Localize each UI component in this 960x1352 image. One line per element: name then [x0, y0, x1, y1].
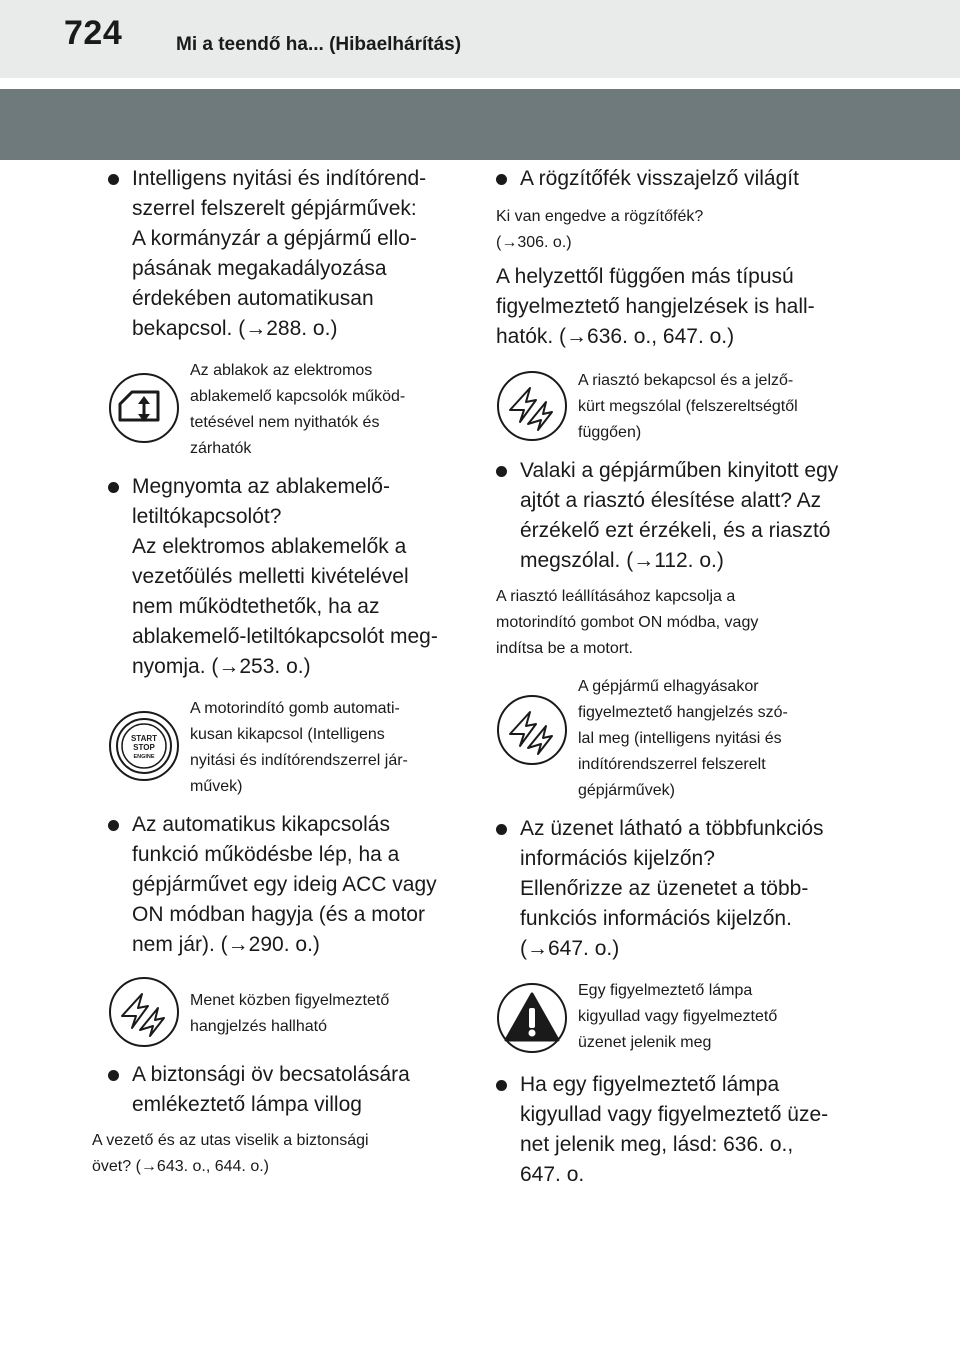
notice-line: függően) — [578, 424, 642, 441]
other-buzzers-paragraph — [496, 262, 854, 352]
bullet-mid-message — [496, 814, 854, 964]
engine-notice — [108, 696, 465, 800]
driving-buzzer-notice — [108, 988, 465, 1040]
note-line: (→306. o.) — [496, 234, 572, 251]
notice-line: Az ablakok az elektromos — [190, 362, 373, 379]
notice-line: A riasztó bekapcsol és a jelző- — [578, 372, 794, 389]
bullet-dot — [496, 466, 507, 477]
bullet-dot — [108, 1070, 119, 1081]
bullet-line: Ellenőrizze az üzenetet a több- — [520, 877, 809, 900]
notice-line: gépjárművek) — [578, 782, 675, 799]
bullet-line: A biztonsági öv becsatolására — [132, 1063, 410, 1086]
notice-line: kürt megszólal (felszereltségtől — [578, 398, 798, 415]
bullet-dot — [108, 482, 119, 493]
bullet-line: ajtót a riasztó élesítése alatt? Az — [520, 489, 822, 512]
bullet-line: nyomja. (→253. o.) — [132, 655, 311, 678]
start-label: START — [130, 734, 158, 743]
bullet-line: információs kijelzőn? — [520, 847, 715, 870]
notice-line: A motorindító gomb automati- — [190, 700, 400, 717]
note-line: motorindító gombot ON módba, vagy — [496, 614, 759, 631]
note-line: A vezető és az utas viselik a biztonsági — [92, 1132, 369, 1149]
bullet-line: szerrel felszerelt gépjárművek: — [132, 197, 417, 220]
right-column — [496, 160, 854, 1190]
notice-line: zárhatók — [190, 440, 252, 457]
buzzer-icon — [496, 694, 568, 766]
bullet-steering-lock — [108, 164, 465, 344]
notice-line: lal meg (intelligens nyitási és — [578, 730, 782, 747]
bullet-dot — [108, 174, 119, 185]
stop-label: STOP — [133, 743, 155, 752]
buzzer-icon — [496, 370, 568, 442]
bullet-auto-off — [108, 810, 465, 960]
alarm-notice — [496, 368, 854, 446]
bullet-line: 647. o. — [520, 1163, 585, 1186]
bullet-line: ON módban hagyja (és a motor — [132, 903, 425, 926]
page-title: Mi a teendő ha... (Hibaelhárítás) — [176, 34, 462, 55]
bullet-seatbelt — [108, 1060, 465, 1120]
header-band — [0, 89, 960, 160]
bullet-line: Intelligens nyitási és indítórend- — [132, 167, 427, 190]
bullet-alarm-door — [496, 456, 854, 576]
bullet-line: A rögzítőfék visszajelző világít — [520, 167, 799, 190]
note-line: Ki van engedve a rögzítőfék? — [496, 208, 704, 225]
note-line: A riasztó leállításához kapcsolja a — [496, 588, 736, 605]
para-line: hatók. (→636. o., 647. o.) — [496, 325, 735, 348]
engine-label: ENGINE — [133, 754, 155, 760]
bullet-line: érzékelő ezt érzékeli, és a riasztó — [520, 519, 831, 542]
notice-line: hangjelzés hallható — [190, 1018, 327, 1035]
start-stop-engine-icon — [108, 710, 180, 782]
window-notice — [108, 358, 465, 462]
bullet-line: net jelenik meg, lásd: 636. o., — [520, 1133, 794, 1156]
bullet-line: érdekében automatikusan — [132, 287, 374, 310]
notice-line: nyitási és indítórendszerrel jár- — [190, 752, 408, 769]
notice-line: ablakemelő kapcsolók működ- — [190, 388, 406, 405]
bullet-line: letiltókapcsolót? — [132, 505, 282, 528]
bullet-line: megszólal. (→112. o.) — [520, 549, 724, 572]
para-line: figyelmeztető hangjelzések is hall- — [496, 295, 815, 318]
bullet-window-lock — [108, 472, 465, 682]
bullet-line: nem működtethetők, ha az — [132, 595, 380, 618]
notice-line: üzenet jelenik meg — [578, 1034, 712, 1051]
header-strip — [0, 0, 960, 78]
bullet-line: (→647. o.) — [520, 937, 620, 960]
notice-line: Egy figyelmeztető lámpa — [578, 982, 753, 999]
notice-line: kusan kikapcsol (Intelligens — [190, 726, 385, 743]
bullet-line: kigyullad vagy figyelmeztető üze- — [520, 1103, 829, 1126]
page-number: 724 — [64, 14, 123, 52]
bullet-line: nem jár). (→290. o.) — [132, 933, 320, 956]
notice-line: művek) — [190, 778, 243, 795]
bullet-dot — [496, 824, 507, 835]
notice-line: figyelmeztető hangjelzés szó- — [578, 704, 788, 721]
bullet-line: Valaki a gépjárműben kinyitott egy — [520, 459, 839, 482]
bullet-line: emlékeztető lámpa villog — [132, 1093, 362, 1116]
bullet-warning-light — [496, 1070, 854, 1190]
bullet-line: funkció működésbe lép, ha a — [132, 843, 400, 866]
bullet-line: A kormányzár a gépjármű ello- — [132, 227, 417, 250]
bullet-line: Az elektromos ablakemelők a — [132, 535, 407, 558]
bullet-line: Az automatikus kikapcsolás — [132, 813, 390, 836]
note-line: indítsa be a motort. — [496, 640, 633, 657]
notice-line: tetésével nem nyithatók és — [190, 414, 380, 431]
bullet-dot — [108, 820, 119, 831]
bullet-line: ablakemelő-letiltókapcsolót meg- — [132, 625, 438, 648]
warning-triangle-icon — [496, 982, 568, 1054]
para-line: A helyzettől függően más típusú — [496, 265, 794, 288]
bullet-parking-brake — [496, 164, 854, 194]
notice-line: Menet közben figyelmeztető — [190, 992, 390, 1009]
warning-light-notice — [496, 978, 854, 1056]
parking-brake-note — [496, 204, 854, 256]
left-column — [92, 160, 465, 1180]
bullet-dot — [496, 174, 507, 185]
bullet-line: Ha egy figyelmeztető lámpa — [520, 1073, 780, 1096]
notice-line: A gépjármű elhagyásakor — [578, 678, 759, 695]
bullet-dot — [496, 1080, 507, 1091]
bullet-line: vezetőülés melletti kivételével — [132, 565, 409, 588]
bullet-line: pásának megakadályozása — [132, 257, 387, 280]
leaving-buzzer-notice — [496, 674, 854, 804]
bullet-line: funkciós információs kijelzőn. — [520, 907, 792, 930]
seatbelt-note — [92, 1128, 465, 1180]
bullet-line: Megnyomta az ablakemelő- — [132, 475, 390, 498]
bullet-line: bekapcsol. (→288. o.) — [132, 317, 338, 340]
bullet-line: Az üzenet látható a többfunkciós — [520, 817, 824, 840]
buzzer-icon — [108, 976, 180, 1048]
notice-line: indítórendszerrel felszerelt — [578, 756, 766, 773]
note-line: övet? (→643. o., 644. o.) — [92, 1158, 269, 1175]
notice-line: kigyullad vagy figyelmeztető — [578, 1008, 778, 1025]
bullet-line: gépjárművet egy ideig ACC vagy — [132, 873, 437, 896]
power-window-icon — [108, 372, 180, 444]
alarm-stop-note — [496, 584, 854, 662]
